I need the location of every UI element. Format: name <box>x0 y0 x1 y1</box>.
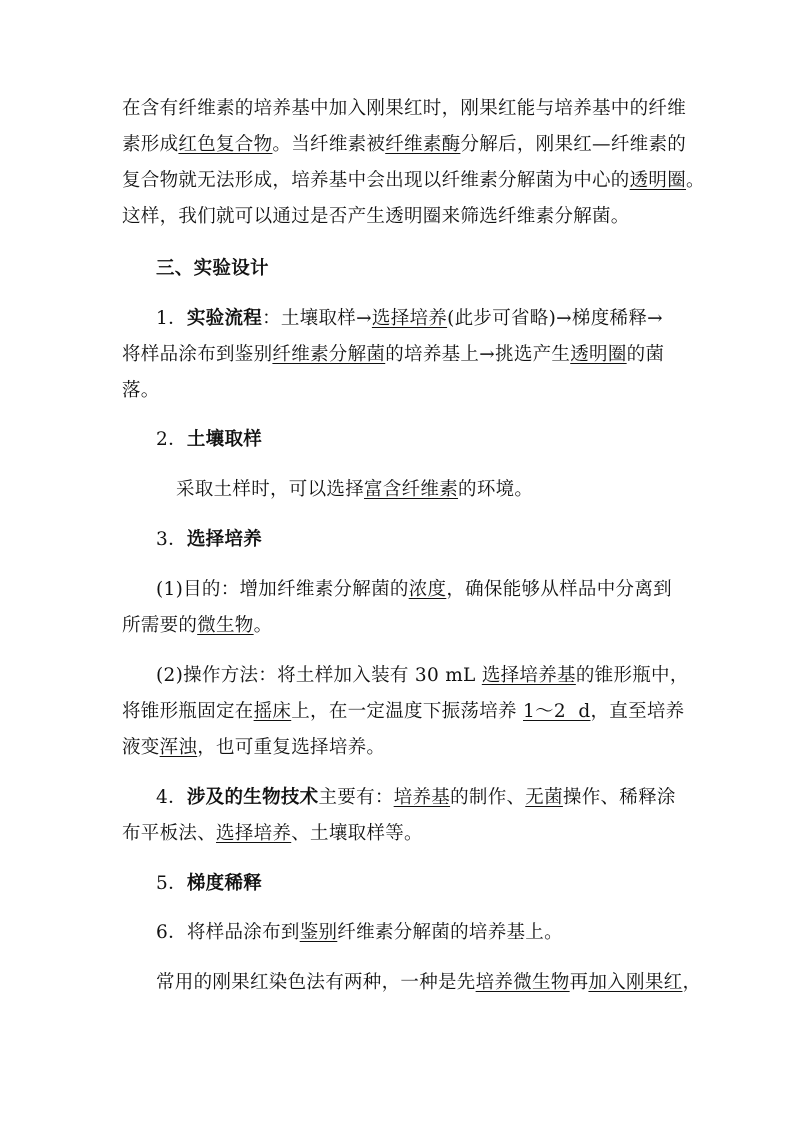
underlined-term: 透明圈 <box>629 170 687 191</box>
text: 的培养基上→挑选产生 <box>385 344 571 365</box>
underlined-term: 鉴别 <box>299 922 338 943</box>
underlined-term: 无菌 <box>525 787 563 808</box>
text: 复合物就无法形成，培养基中会出现以纤维素分解菌为中心的 <box>122 170 630 191</box>
underlined-term: 富含纤维素 <box>364 479 459 500</box>
item-1-line <box>156 307 663 331</box>
underlined-term: 透明圈 <box>570 344 627 365</box>
underlined-term: 培养基 <box>393 787 451 808</box>
item-3-sub2 <box>122 736 385 760</box>
text: 纤维素分解菌的培养基上。 <box>337 922 563 943</box>
item-title: 土壤取样 <box>186 429 263 450</box>
text: 主要有： <box>318 787 394 808</box>
text: 素形成 <box>122 134 179 155</box>
item-title: 梯度稀释 <box>186 873 263 894</box>
underlined-term: 选择培养 <box>216 823 292 844</box>
item-5-heading <box>156 872 262 896</box>
item-3-sub1 <box>122 614 272 638</box>
item-4-line <box>156 786 676 810</box>
text: 、土壤取样等。 <box>291 823 423 844</box>
text: 的菌 <box>626 344 665 365</box>
item-2-heading <box>156 428 262 452</box>
text: (2)操作方法：将土样加入装有 30 mL <box>156 665 482 686</box>
item-number: 6． <box>156 922 187 943</box>
text: 分解后，刚果红—纤维素的 <box>460 134 687 155</box>
closing-line <box>156 971 701 995</box>
item-number: 3． <box>156 529 187 550</box>
item-number: 4． <box>156 787 187 808</box>
paragraph-line <box>122 133 686 157</box>
underlined-term: 加入刚果红 <box>588 972 683 993</box>
item-title: 涉及的生物技术 <box>186 787 319 808</box>
item-number: 5． <box>156 873 187 894</box>
underlined-term: 浑浊 <box>159 737 198 758</box>
text: 所需要的 <box>122 615 198 636</box>
text: 将样品涂布到鉴别 <box>122 344 273 365</box>
item-title: 选择培养 <box>186 529 263 550</box>
text: ， <box>682 972 702 993</box>
text: 的锥形瓶中， <box>575 665 689 686</box>
text: 的环境。 <box>458 479 534 500</box>
item-4-line <box>122 822 423 846</box>
text: ，也可重复选择培养。 <box>197 737 386 758</box>
underlined-term: 纤维素酶 <box>385 134 461 155</box>
text: (1)目的：增加纤维素分解菌的 <box>156 579 409 600</box>
text: 的制作、 <box>450 787 526 808</box>
text: 将样品涂布到 <box>186 922 300 943</box>
text: 采取土样时，可以选择 <box>176 479 365 500</box>
underlined-term: 微生物 <box>197 615 254 636</box>
item-3-heading <box>156 528 262 552</box>
text: 液变 <box>122 737 160 758</box>
item-3-sub2 <box>122 700 684 724</box>
item-3-sub2 <box>156 664 689 688</box>
underlined-term: 1～2 d <box>523 701 591 722</box>
text: ，确保能够从样品中分离到 <box>446 579 672 600</box>
item-1-line <box>122 343 664 367</box>
heading-text: 三、实验设计 <box>156 258 269 279</box>
underlined-term: 纤维素分解菌 <box>272 344 386 365</box>
paragraph-line <box>122 97 686 121</box>
item-title: 实验流程 <box>186 308 263 329</box>
item-2-body <box>176 478 533 502</box>
item-1-line <box>122 379 160 403</box>
item-6-line <box>156 921 563 945</box>
section-heading <box>156 257 269 281</box>
item-number: 1． <box>156 308 187 329</box>
item-number: 2． <box>156 429 187 450</box>
text: 落。 <box>122 380 160 401</box>
text: (此步可省略)→梯度稀释→ <box>447 308 663 329</box>
text: 布平板法、 <box>122 823 217 844</box>
underlined-term: 摇床 <box>253 701 292 722</box>
underlined-term: 选择培养基 <box>481 665 576 686</box>
text: ，直至培养 <box>590 701 685 722</box>
paragraph-line <box>122 205 630 229</box>
text: 。 <box>686 170 705 191</box>
text: 在含有纤维素的培养基中加入刚果红时，刚果红能与培养基中的纤维 <box>122 98 687 119</box>
text: 。 <box>253 615 273 636</box>
paragraph-line <box>122 169 705 193</box>
text: 这样，我们就可以通过是否产生透明圈来筛选纤维素分解菌。 <box>122 206 630 227</box>
underlined-term: 选择培养 <box>371 308 448 329</box>
text: 。当纤维素被 <box>272 134 386 155</box>
text: ：土壤取样→ <box>262 308 372 329</box>
text: 上，在一定温度下振荡培养 <box>291 701 524 722</box>
underlined-term: 培养微生物 <box>475 972 570 993</box>
text: 将锥形瓶固定在 <box>122 701 254 722</box>
text: 常用的刚果红染色法有两种，一种是先 <box>156 972 476 993</box>
underlined-term: 浓度 <box>408 579 447 600</box>
item-3-sub1 <box>156 578 672 602</box>
text: 再 <box>569 972 589 993</box>
text: 操作、稀释涂 <box>562 787 676 808</box>
underlined-term: 红色复合物 <box>178 134 273 155</box>
